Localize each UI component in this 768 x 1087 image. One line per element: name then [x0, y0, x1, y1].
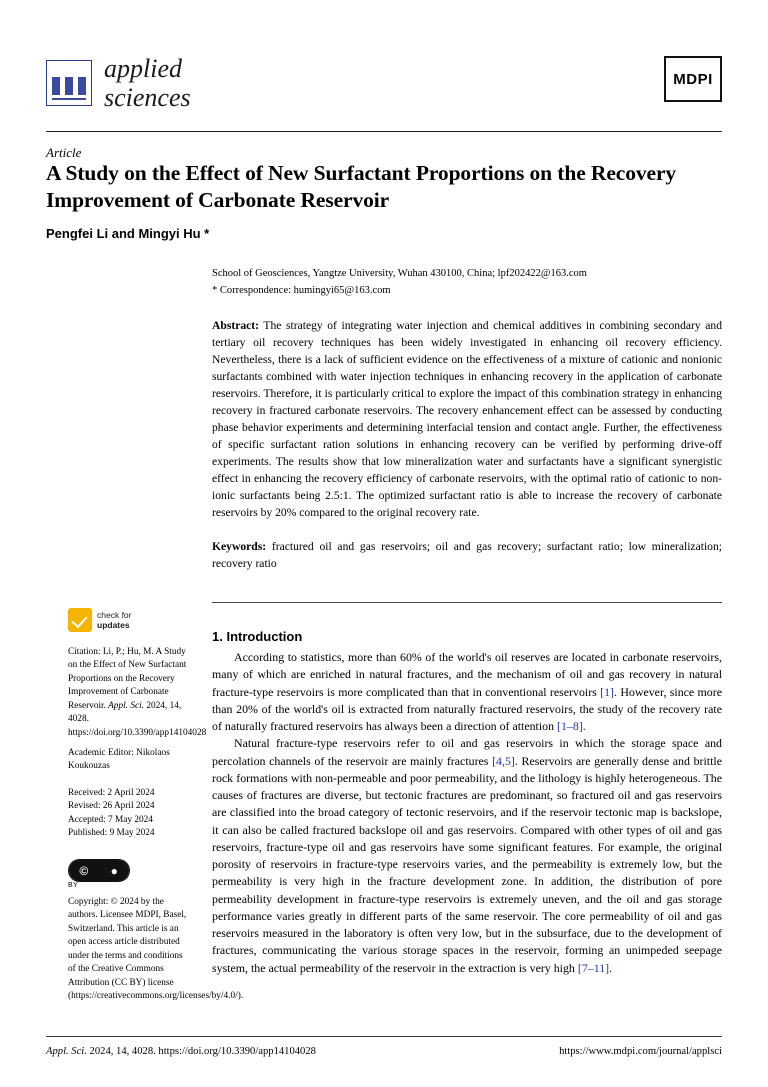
abstract-label: Abstract:: [212, 318, 260, 332]
affiliation-line: School of Geosciences, Yangtze University, Wuhan 430100, China; lpf202422@163.com: [212, 268, 587, 279]
paragraph-2: [212, 735, 722, 977]
cc-by-label: BY: [68, 882, 79, 889]
page-title: A Study on the Effect of New Surfactant Proportions on the Recovery Improvement of Carbonate Reservoir: [46, 161, 677, 212]
citation-ref-3[interactable]: [4,5]: [492, 753, 515, 768]
copyright-block: Copyright: © 2024 by the authors. Licensee MDPI, Basel, Switzerland. This article is an open access article distributed under the terms and conditions of the Creative Commons Attribution (CC BY) license (https://creativecommons.org/licenses/by/4.0/).: [68, 897, 244, 1002]
keywords-section: [212, 538, 722, 572]
footer-journal-name: Appl. Sci.: [46, 1046, 87, 1057]
journal-masthead: [46, 54, 722, 124]
correspondence-line: * Correspondence: humingyi65@163.com: [212, 284, 391, 296]
check-for-updates-line1: check for: [97, 609, 132, 620]
paragraph-2-part-b: . Reservoirs are generally dense and brittle rock formations with non-permeable and poor permeability, and the lithology is highly heterogeneous. The causes of fractures are diverse, but tectonic fractures are predominant, so fractured oil and gas reservoirs are classified into the broad category of tectonic reservoirs, and if the reservoir tectonic map is backslope, it can also be called fractured backslope oil and gas reservoirs. Compared with other types of oil and gas reservoirs, fracture-type oil and gas reservoirs have some significant features. For example, the original porosity of reservoirs in fracture-type reservoirs varies, and the permeability is extremely low, but the permeability is very high in the fracture development zone. In addition, the distribution of pore permeability development in fracture-type reservoirs is extremely uneven, and the oil and gas storage performance varies greatly in different parts of the same reservoir. The core permeability of oil and gas reservoirs measured in the laboratory is often very low, but in the subsurface, due to the development of fractures, communicating the various storage spaces in the reservoir, forming an unimpeded seepage system, the actual permeability of the reservoir in the extraction is very high: [212, 753, 722, 975]
article-type-label: Article: [46, 145, 82, 160]
section-divider: [212, 602, 722, 603]
footer-citation: 2024, 14, 4028. https://doi.org/10.3390/app14104028: [86, 1046, 316, 1057]
abstract-text: The strategy of integrating water injection and chemical additives in combining secondary and tertiary oil recovery techniques has been widely investigated in enhancing oil recovery efficiency. Nevertheless, there is a lack of sufficient evidence on the effectiveness of a mixture of cationic and nonionic surfactants combined with water injection techniques in enhancing recovery in the application of carbonate reservoirs. Therefore, it is particularly critical to explore the impact of this combination strategy in enhancing recovery in fractured carbonate reservoirs. The recovery enhancement effect can be assessed by conducting phase behavior experiments and determining interfacial tension and contact angle. Further, the effectiveness of specific surfactant ration solutions in enhancing recovery can be verified by performing drive-off experiments. The results show that low mineralization water and surfactants have a significant synergistic effect in enhancing the recovery efficiency of carbonate reservoirs, with the optimal ratio of cationic to non-ionic surfactants being 2.5:1. The optimized surfactant ratio is able to increase the recovery of carbonate reservoirs by 20% compared to the original recovery rate.: [212, 318, 722, 519]
journal-title-line2: sciences: [104, 83, 191, 113]
citation-journal: Appl. Sci.: [105, 700, 145, 711]
footer-divider: [46, 1036, 722, 1037]
paragraph-1-part-a: According to statistics, more than 60% of the world's oil reserves are located in carbonate reservoirs, many of which are enriched in natural fractures, and the mechanism of oil and gas recovery in natural fracture-type reservoirs is more complicated than that in conventional reservoirs: [212, 650, 722, 699]
footer-url[interactable]: https://www.mdpi.com/journal/applsci: [559, 1046, 722, 1057]
keywords-text: fractured oil and gas reservoirs; oil and gas recovery; surfactant ratio; low mineralization; recovery ratio: [212, 539, 722, 570]
citation-text: Citation: Li, P.; Hu, M. A Study on the Effect of New Surfactant Proportions on the Recovery Improvement of Carbonate Reservoir.: [68, 647, 187, 711]
mdpi-logo: MDPI: [664, 56, 722, 102]
page-footer: [46, 1046, 722, 1057]
introduction-body: [212, 649, 722, 977]
paragraph-2-part-c: .: [609, 960, 613, 975]
keywords-label: Keywords:: [212, 539, 267, 553]
cc-by-person-icon: ●: [100, 860, 130, 881]
citation-ref-1[interactable]: [1]: [600, 684, 615, 699]
check-for-updates-badge[interactable]: [68, 608, 188, 632]
citation-ref-2[interactable]: [1–8]: [557, 719, 583, 733]
citation-block: [68, 646, 207, 740]
author-list: Pengfei Li and Mingyi Hu *: [46, 226, 210, 241]
checkmark-icon: [68, 608, 92, 632]
accepted-date: Accepted: 7 May 2024: [68, 814, 153, 825]
received-date: Received: 2 April 2024: [68, 788, 155, 798]
paragraph-2-part-a: Natural fracture-type reservoirs refer to oil and gas reservoirs in which the storage space and percolation channels of the reservoir are mainly fractures: [212, 736, 722, 768]
paragraph-1-part-b: . However, since more than 20% of the world's oil is extracted from naturally fractured reservoirs, the study of the recovery rate of naturally fractured reservoirs has always been a direction of attention: [212, 684, 722, 733]
main-column: [212, 266, 722, 572]
abstract-section: [212, 317, 722, 521]
footer-left: [46, 1046, 316, 1057]
applied-sciences-logo-icon: [46, 60, 92, 106]
check-for-updates-text: [97, 610, 132, 630]
citation-ref-4[interactable]: [7–11]: [577, 960, 610, 975]
creative-commons-icon: [68, 859, 130, 882]
affiliation-block: [212, 266, 722, 299]
citation-rest: 2024, 14, 4028. https://doi.org/10.3390/app14104028: [68, 700, 207, 738]
journal-logo-block: [46, 54, 191, 112]
paragraph-1-part-c: .: [582, 719, 586, 733]
journal-title-line1: applied: [104, 54, 182, 83]
cc-circle-icon: ©: [69, 860, 100, 881]
paragraph-1: [212, 649, 722, 735]
section-heading-introduction: 1. Introduction: [212, 629, 303, 644]
academic-editor-block: Academic Editor: Nikolaos Koukouzas: [68, 748, 170, 772]
check-for-updates-line2: updates: [97, 620, 130, 630]
header-divider: [46, 131, 722, 132]
journal-title: [104, 54, 191, 112]
published-date: Published: 9 May 2024: [68, 828, 155, 839]
publication-dates-block: [68, 787, 190, 841]
revised-date: Revised: 26 April 2024: [68, 801, 155, 812]
paper-sheet: [22, 14, 746, 1073]
